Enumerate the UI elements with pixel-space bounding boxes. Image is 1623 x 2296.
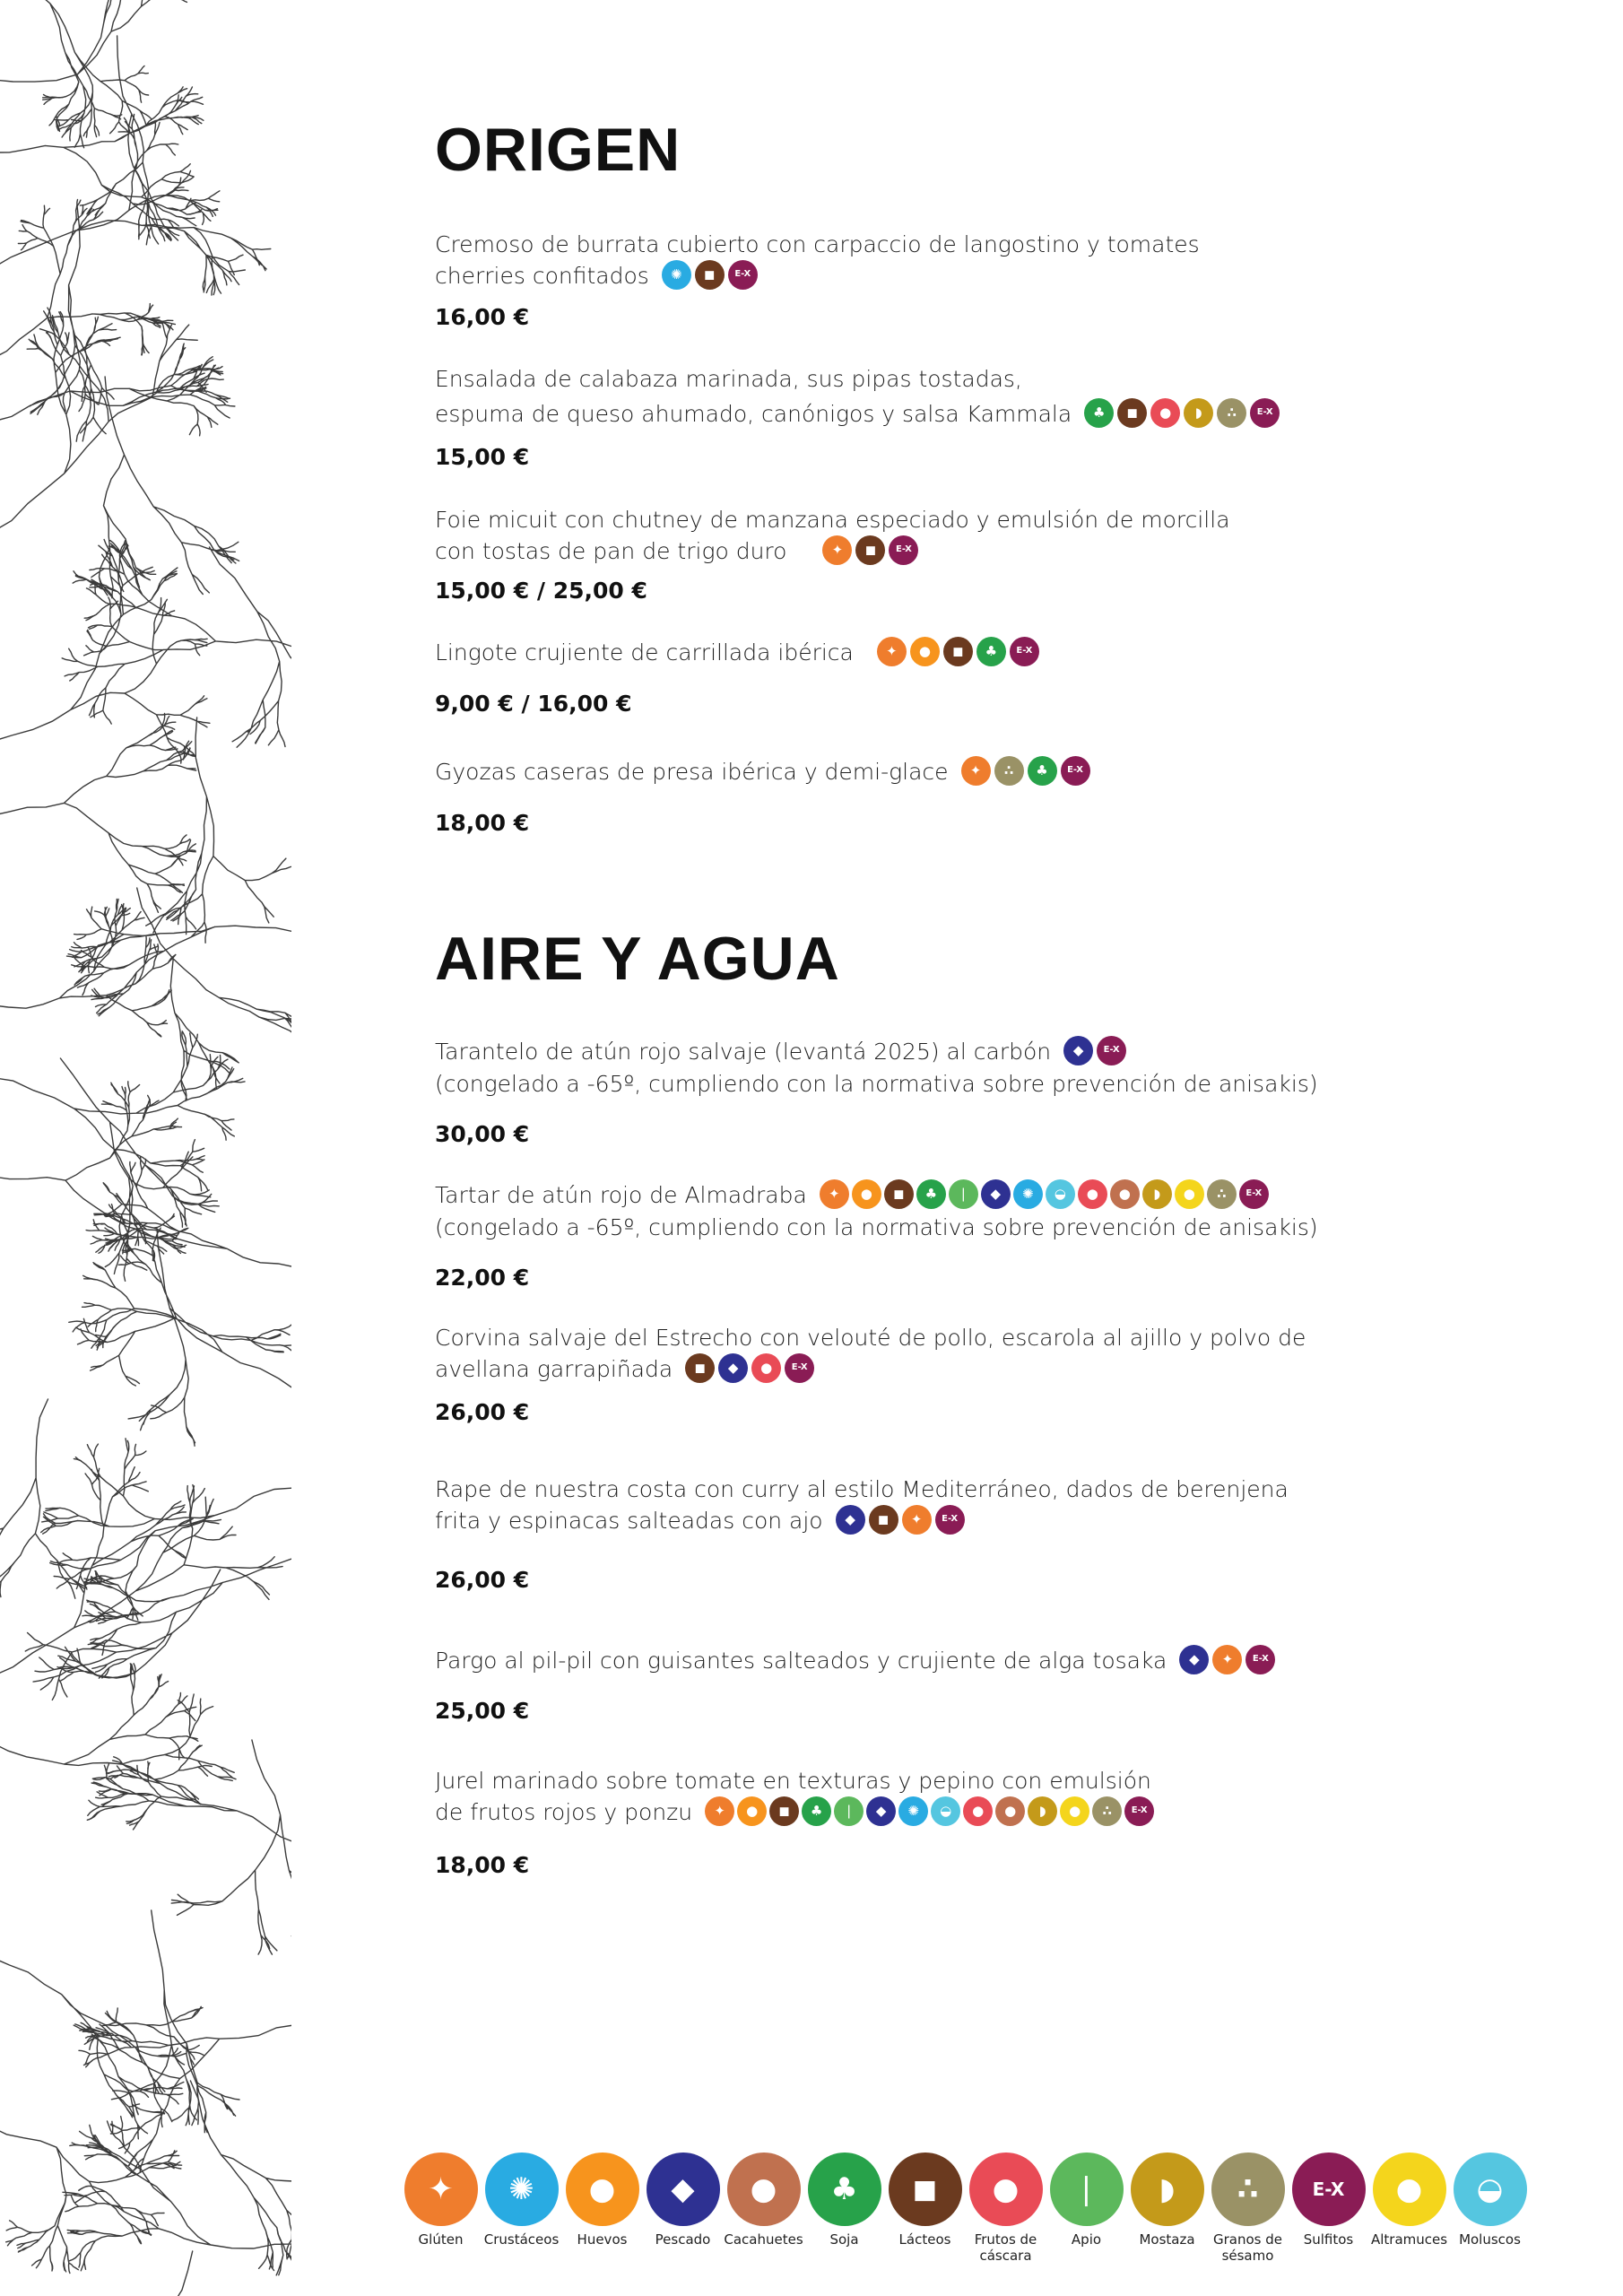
legend-item-frutos_cascara: [968, 2152, 1043, 2264]
legend-item-gluten: [404, 2152, 478, 2264]
fish-icon: ◆: [981, 1179, 1011, 1209]
allergen-legend: [404, 2152, 1527, 2264]
wheat-icon: ✦: [404, 2152, 478, 2226]
dish-description: Pargo al pil-pil con guisantes salteados y crujiente de alga tosaka ◆ ✦ E-X: [435, 1645, 1439, 1677]
legend-item-altramuces: [1372, 2152, 1446, 2264]
dish-description: Rape de nuestra costa con curry al estilo Mediterráneo, dados de berenjena frita y espinacas salteadas con ajo ◆ ◼ ✦ E-X: [435, 1476, 1289, 1534]
soy-icon: ♣: [916, 1179, 946, 1209]
fish-icon: ◆: [866, 1796, 896, 1826]
sulfites-icon: E-X: [1061, 756, 1090, 786]
eggs-icon: ●: [910, 637, 940, 666]
milk-jug-icon: ◼: [884, 1179, 914, 1209]
crab-icon: ✺: [898, 1796, 928, 1826]
legend-label: Sulfitos: [1303, 2231, 1354, 2248]
legend-item-crustaceos: [484, 2152, 559, 2264]
dish-price: 18,00 €: [435, 810, 530, 836]
allergen-icons: [820, 1179, 1269, 1209]
wheat-icon: ✦: [822, 535, 852, 565]
crab-icon: ✺: [1013, 1179, 1043, 1209]
dish-price: 25,00 €: [435, 1698, 530, 1724]
allergen-icons: [705, 1796, 1154, 1826]
mustard-icon: ◗: [1184, 398, 1213, 428]
milk-jug-icon: ◼: [685, 1353, 715, 1383]
milk-jug-icon: ◼: [869, 1505, 898, 1535]
dish-description: Ensalada de calabaza marinada, sus pipas tostadas, espuma de queso ahumado, canónigos y salsa Kammala ♣ ◼ ● ◗ ∴ E-X: [435, 363, 1439, 430]
dish-price: 15,00 € / 25,00 €: [435, 578, 647, 604]
dish-price: 30,00 €: [435, 1121, 530, 1147]
shell-icon: ◒: [1454, 2152, 1527, 2226]
dish-description: Gyozas caseras de presa ibérica y demi-glace ✦ ∴ ♣ E-X: [435, 756, 1439, 788]
dish-description: Jurel marinado sobre tomate en texturas y pepino con emulsión de frutos rojos y ponzu ✦ ● ◼ ♣ ❘ ◆ ✺ ◒ ● ● ◗ ● ∴ E-X: [435, 1765, 1439, 1829]
legend-item-cacahuetes: [726, 2152, 801, 2264]
wheat-icon: ✦: [820, 1179, 849, 1209]
nut-icon: ●: [1150, 398, 1180, 428]
nut-icon: ●: [963, 1796, 993, 1826]
eggs-icon: ●: [566, 2152, 639, 2226]
legend-label: Huevos: [577, 2231, 628, 2248]
dish-description: Foie micuit con chutney de manzana especiado y emulsión de morcilla con tostas de pan de trigo duro ✦ ◼ E-X: [435, 507, 1230, 564]
milk-jug-icon: ◼: [1117, 398, 1147, 428]
allergen-icons: [961, 756, 1090, 786]
dish-description: Corvina salvaje del Estrecho con velouté de pollo, escarola al ajillo y polvo de avellana garrapiñada ◼ ◆ ● E-X: [435, 1325, 1306, 1382]
milk-jug-icon: ◼: [889, 2152, 962, 2226]
sesame-icon: ∴: [1092, 1796, 1122, 1826]
eggs-icon: ●: [737, 1796, 767, 1826]
dish-description: Tarantelo de atún rojo salvaje (levantá 2025) al carbón ◆ E-X (congelado a -65º, cumpliendo con la normativa sobre prevención de anisakis): [435, 1036, 1439, 1100]
legend-label: Lácteos: [898, 2231, 951, 2248]
legend-item-apio: [1049, 2152, 1124, 2264]
lupin-icon: ●: [1060, 1796, 1089, 1826]
section-title-aire-y-agua: AIRE Y AGUA: [435, 925, 840, 993]
fish-icon: ◆: [718, 1353, 748, 1383]
mustard-icon: ◗: [1131, 2152, 1204, 2226]
shell-icon: ◒: [1046, 1179, 1075, 1209]
legend-label: Mostaza: [1139, 2231, 1195, 2248]
allergen-icons: [685, 1353, 814, 1383]
legend-label: Apio: [1071, 2231, 1102, 2248]
soy-icon: ♣: [976, 637, 1006, 666]
dish-item: [435, 1765, 1439, 1878]
legend-label: Granos de sésamo: [1213, 2231, 1282, 2264]
dish-item: [435, 1645, 1439, 1724]
dish-item: [435, 363, 1439, 470]
dish-price: 18,00 €: [435, 1852, 530, 1878]
celery-icon: ❘: [1050, 2152, 1124, 2226]
dish-item: [435, 1322, 1439, 1425]
legend-label: Altramuces: [1370, 2231, 1448, 2248]
dish-item: [435, 1179, 1439, 1291]
allergen-icons: [822, 535, 918, 565]
sulfites-icon: E-X: [1245, 1645, 1275, 1674]
sesame-icon: ∴: [1217, 398, 1246, 428]
allergen-icons: [1063, 1036, 1126, 1065]
sulfites-icon: E-X: [785, 1353, 814, 1383]
dish-item: [435, 504, 1439, 604]
milk-jug-icon: ◼: [855, 535, 885, 565]
fish-icon: ◆: [647, 2152, 720, 2226]
sulfites-icon: E-X: [1250, 398, 1280, 428]
soy-icon: ♣: [808, 2152, 881, 2226]
sesame-icon: ∴: [1207, 1179, 1237, 1209]
dish-item: [435, 756, 1439, 836]
dish-price: 26,00 €: [435, 1567, 530, 1593]
allergen-icons: [1179, 1645, 1275, 1674]
legend-item-pescado: [646, 2152, 720, 2264]
soy-icon: ♣: [1084, 398, 1114, 428]
legend-label: Crustáceos: [483, 2231, 560, 2248]
dish-description: Tartar de atún rojo de Almadraba ✦ ● ◼ ♣ ❘ ◆ ✺ ◒ ● ● ◗ ● ∴ E-X (congelado a -65º, cumpliendo con la normativa sobre prevención de anisakis): [435, 1179, 1439, 1243]
crab-icon: ✺: [485, 2152, 559, 2226]
lupin-icon: ●: [1373, 2152, 1446, 2226]
legend-label: Frutos de cáscara: [974, 2231, 1037, 2264]
sulfites-icon: E-X: [889, 535, 918, 565]
decorative-line-art: [0, 0, 291, 2296]
sulfites-icon: E-X: [1239, 1179, 1269, 1209]
fish-icon: ◆: [836, 1505, 865, 1535]
dish-description: Lingote crujiente de carrillada ibérica ✦ ● ◼ ♣ E-X: [435, 637, 1439, 669]
allergen-icons: [877, 637, 1039, 666]
milk-jug-icon: ◼: [695, 260, 725, 290]
lupin-icon: ●: [1175, 1179, 1204, 1209]
dish-price: 15,00 €: [435, 444, 530, 470]
legend-label: Soja: [829, 2231, 859, 2248]
fish-icon: ◆: [1063, 1036, 1093, 1065]
mustard-icon: ◗: [1142, 1179, 1172, 1209]
allergen-icons: [836, 1505, 965, 1535]
sesame-icon: ∴: [1211, 2152, 1285, 2226]
nut-icon: ●: [1078, 1179, 1107, 1209]
allergen-icons: [1084, 398, 1280, 428]
nut-icon: ●: [969, 2152, 1043, 2226]
legend-item-mostaza: [1130, 2152, 1204, 2264]
dish-price: 9,00 € / 16,00 €: [435, 691, 632, 717]
legend-item-sesamo: [1211, 2152, 1285, 2264]
legend-item-huevos: [565, 2152, 639, 2264]
mustard-icon: ◗: [1028, 1796, 1057, 1826]
celery-icon: ❘: [834, 1796, 864, 1826]
soy-icon: ♣: [1028, 756, 1057, 786]
wheat-icon: ✦: [902, 1505, 932, 1535]
sulfites-icon: E-X: [1097, 1036, 1126, 1065]
wheat-icon: ✦: [1212, 1645, 1242, 1674]
legend-label: Glúten: [418, 2231, 464, 2248]
celery-icon: ❘: [949, 1179, 978, 1209]
wheat-icon: ✦: [705, 1796, 734, 1826]
dish-price: 26,00 €: [435, 1399, 530, 1425]
dish-item: [435, 637, 1439, 717]
legend-label: Pescado: [655, 2231, 711, 2248]
dish-description: Cremoso de burrata cubierto con carpaccio de langostino y tomates cherries confitados ✺ ◼ E-X: [435, 231, 1200, 289]
sulfites-icon: E-X: [1010, 637, 1039, 666]
shell-icon: ◒: [931, 1796, 960, 1826]
sulfites-icon: E-X: [935, 1505, 965, 1535]
peanut-icon: ●: [727, 2152, 801, 2226]
allergen-icons: [662, 260, 758, 290]
milk-jug-icon: ◼: [769, 1796, 799, 1826]
dish-price: 16,00 €: [435, 304, 530, 330]
legend-item-sulfitos: [1291, 2152, 1366, 2264]
legend-item-moluscos: [1453, 2152, 1527, 2264]
crab-icon: ✺: [662, 260, 691, 290]
soy-icon: ♣: [802, 1796, 831, 1826]
legend-label: Cacahuetes: [724, 2231, 803, 2248]
wheat-icon: ✦: [961, 756, 991, 786]
dish-item: [435, 229, 1439, 330]
fish-icon: ◆: [1179, 1645, 1209, 1674]
nut-icon: ●: [751, 1353, 781, 1383]
dish-item: [435, 1036, 1439, 1147]
legend-item-lacteos: [888, 2152, 962, 2264]
milk-jug-icon: ◼: [943, 637, 973, 666]
dish-price: 22,00 €: [435, 1265, 530, 1291]
eggs-icon: ●: [852, 1179, 881, 1209]
dish-item: [435, 1474, 1439, 1593]
legend-label: Moluscos: [1459, 2231, 1521, 2248]
peanut-icon: ●: [995, 1796, 1025, 1826]
sulfites-icon: E-X: [728, 260, 758, 290]
sulfites-icon: E-X: [1292, 2152, 1366, 2226]
section-title-origen: ORIGEN: [435, 116, 681, 184]
wheat-icon: ✦: [877, 637, 907, 666]
sesame-icon: ∴: [994, 756, 1024, 786]
sulfites-icon: E-X: [1124, 1796, 1154, 1826]
legend-item-soja: [807, 2152, 881, 2264]
peanut-icon: ●: [1110, 1179, 1140, 1209]
